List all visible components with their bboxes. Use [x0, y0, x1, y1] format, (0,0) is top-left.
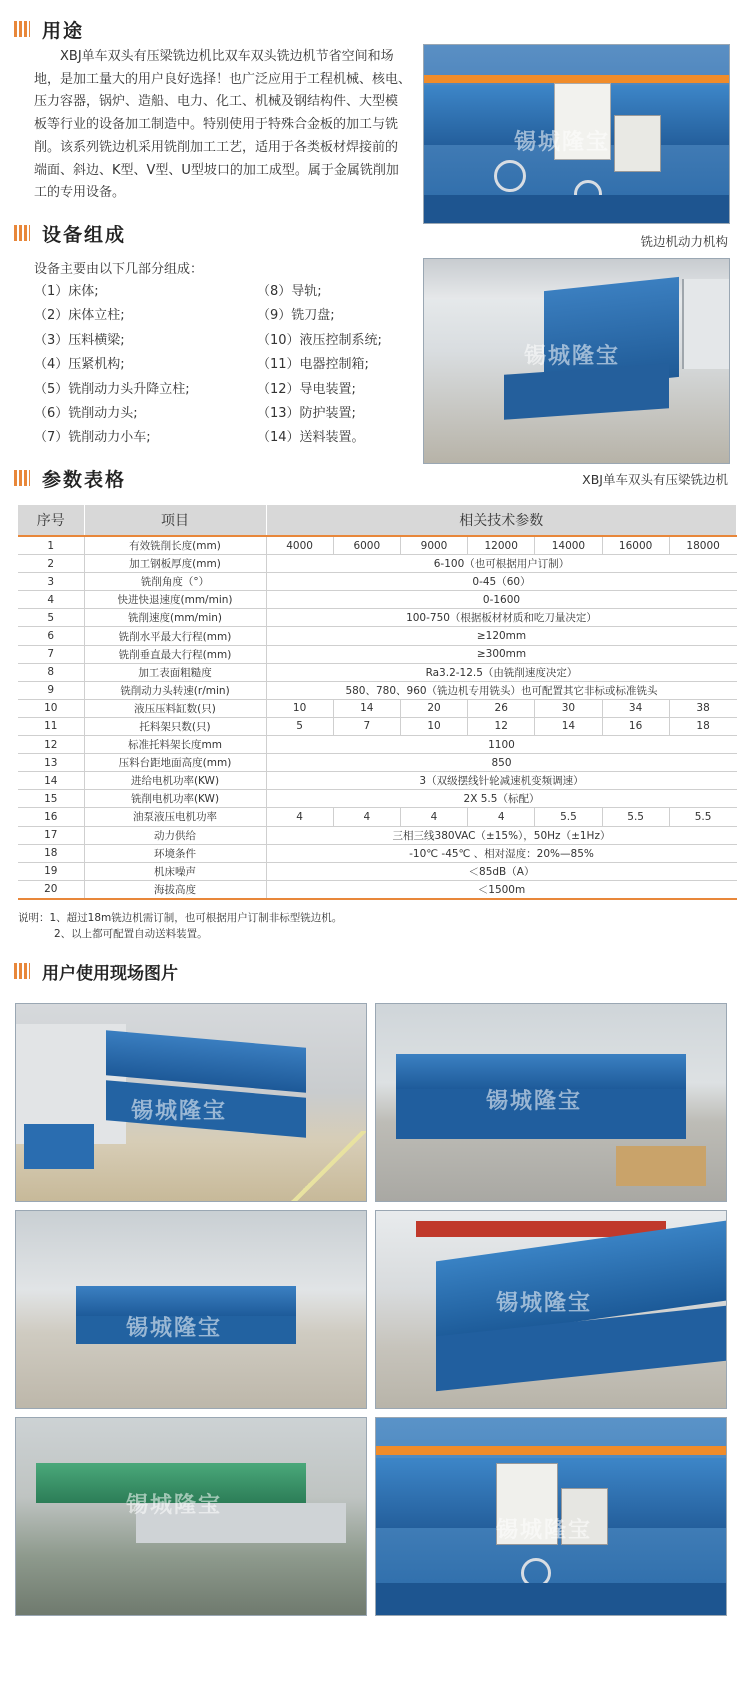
cell-value: 30 — [535, 699, 602, 717]
cell-value: 18000 — [669, 536, 736, 555]
parts-list-left — [34, 280, 190, 451]
table-header-row — [18, 505, 737, 536]
part-item: （1）床体; — [34, 284, 99, 299]
site-header — [14, 960, 178, 982]
watermark: 锡城隆宝 — [524, 344, 621, 369]
notes — [18, 910, 342, 942]
usage-line: 工的专用设备。 — [34, 185, 126, 201]
cell-number: 1 — [18, 536, 84, 555]
part-item: （10）液压控制系统; — [257, 332, 382, 348]
spec-table — [18, 505, 737, 900]
table-row — [18, 645, 737, 663]
part-item: （4）压紧机构; — [34, 357, 125, 373]
cell-value: 4 — [266, 808, 333, 826]
column-header: 序号 — [18, 505, 84, 536]
part-item: （2）床体立柱; — [34, 308, 125, 324]
table-row — [18, 790, 737, 808]
cell-value: 7 — [333, 717, 400, 735]
cell-number: 17 — [18, 826, 84, 844]
site-photo-1 — [15, 1003, 367, 1202]
part-item: （9）铣刀盘; — [257, 308, 335, 324]
cell-item: 铣削动力头转速(r/min) — [84, 681, 266, 699]
cell-value-span: 850 — [266, 754, 737, 772]
cell-number: 6 — [18, 627, 84, 645]
table-row — [18, 754, 737, 772]
cell-value: 34 — [602, 699, 669, 717]
params-header — [14, 467, 126, 489]
cell-item: 进给电机功率(KW) — [84, 772, 266, 790]
part-item: （5）铣削动力头升降立柱; — [34, 381, 190, 397]
note-line: 2、以上都可配置自动送料装置。 — [54, 928, 208, 940]
cell-item: 环境条件 — [84, 844, 266, 862]
cell-number: 20 — [18, 880, 84, 899]
cell-item: 油泵液压电机功率 — [84, 808, 266, 826]
cell-value-span: 1100 — [266, 736, 737, 754]
usage-line: 削。该系列铣边机采用铣削加工工艺，适用于各类板材焊接前的 — [34, 139, 399, 155]
cell-value: 26 — [468, 699, 535, 717]
cell-item: 动力供给 — [84, 826, 266, 844]
cell-value: 5.5 — [669, 808, 736, 826]
table-row — [18, 663, 737, 681]
cell-number: 4 — [18, 591, 84, 609]
cell-item: 海拔高度 — [84, 880, 266, 899]
cell-value: 9000 — [400, 536, 467, 555]
cell-value: 12000 — [468, 536, 535, 555]
part-item: （6）铣削动力头; — [34, 406, 138, 422]
cell-value-span: 0-45（60） — [266, 573, 737, 591]
watermark: 锡城隆宝 — [126, 1493, 223, 1518]
cell-value-span: 三相三线380VAC（±15%），50Hz（±1Hz） — [266, 826, 737, 844]
table-row — [18, 826, 737, 844]
usage-title: 用途 — [42, 19, 85, 42]
site-photo-3 — [15, 1210, 367, 1409]
table-row — [18, 736, 737, 754]
cell-value-span: 6-100（也可根据用户订制） — [266, 555, 737, 573]
site-title: 用户使用现场图片 — [42, 963, 178, 984]
composition-header — [14, 222, 126, 244]
part-item: （7）铣削动力小车; — [34, 430, 151, 446]
section-stripes-icon — [14, 21, 30, 37]
cell-number: 3 — [18, 573, 84, 591]
cell-number: 15 — [18, 790, 84, 808]
cell-value-span: -10℃ -45℃ 、相对湿度：20%—85% — [266, 844, 737, 862]
cell-value: 38 — [669, 699, 736, 717]
cell-item: 加工钢板厚度(mm) — [84, 555, 266, 573]
cell-value-span: 3（双级摆线针轮减速机变频调速） — [266, 772, 737, 790]
cell-number: 12 — [18, 736, 84, 754]
usage-line: 地，是加工量大的用户良好选择！也广泛应用于工程机械、核电、 — [34, 71, 412, 87]
cell-item: 机床噪声 — [84, 862, 266, 880]
cell-value: 10 — [400, 717, 467, 735]
cell-value-span: ≥120mm — [266, 627, 737, 645]
part-item: （3）压料横梁; — [34, 332, 125, 348]
cell-value-span: ＜85dB（A） — [266, 862, 737, 880]
cell-value: 14 — [333, 699, 400, 717]
cell-item: 铣削水平最大行程(mm) — [84, 627, 266, 645]
cell-value: 16000 — [602, 536, 669, 555]
watermark: 锡城隆宝 — [131, 1099, 228, 1124]
composition-intro: 设备主要由以下几部分组成： — [34, 262, 204, 277]
cell-number: 16 — [18, 808, 84, 826]
usage-line: 端面、斜边、K型、V型、U型坡口的加工成型。属于金属铣削加 — [34, 162, 399, 178]
part-item: （12）导电装置; — [257, 381, 356, 397]
table-row — [18, 555, 737, 573]
photo-xbj-machine — [423, 258, 730, 464]
cell-value: 18 — [669, 717, 736, 735]
cell-value: 4000 — [266, 536, 333, 555]
cell-value-span: 2X 5.5（标配） — [266, 790, 737, 808]
part-item: （14）送料装置。 — [257, 430, 365, 446]
cell-value: 5 — [266, 717, 333, 735]
cell-item: 标准托料架长度mm — [84, 736, 266, 754]
cell-number: 10 — [18, 699, 84, 717]
cell-item: 液压压料缸数(只) — [84, 699, 266, 717]
part-item: （13）防护装置; — [257, 406, 356, 422]
site-photo-6 — [375, 1417, 727, 1616]
watermark: 锡城隆宝 — [496, 1291, 593, 1316]
table-row — [18, 609, 737, 627]
cell-value: 4 — [333, 808, 400, 826]
cell-number: 13 — [18, 754, 84, 772]
cell-value: 4 — [468, 808, 535, 826]
params-title: 参数表格 — [42, 468, 127, 491]
table-row — [18, 573, 737, 591]
table-row — [18, 699, 737, 717]
photo-power-mechanism — [423, 44, 730, 224]
cell-value: 5.5 — [602, 808, 669, 826]
table-row — [18, 808, 737, 826]
table-row — [18, 681, 737, 699]
table-row — [18, 772, 737, 790]
watermark: 锡城隆宝 — [126, 1316, 223, 1341]
cell-value: 10 — [266, 699, 333, 717]
usage-header — [14, 18, 84, 40]
cell-item: 铣削电机功率(KW) — [84, 790, 266, 808]
cell-number: 18 — [18, 844, 84, 862]
cell-number: 19 — [18, 862, 84, 880]
usage-paragraph — [34, 46, 414, 205]
cell-number: 2 — [18, 555, 84, 573]
column-header: 项目 — [84, 505, 266, 536]
caption-xbj-machine: XBJ单车双头有压梁铣边机 — [582, 472, 728, 487]
part-item: （11）电器控制箱; — [257, 357, 369, 373]
caption-power-mechanism: 铣边机动力机构 — [640, 234, 728, 249]
usage-line: XBJ单车双头有压梁铣边机比双车双头铣边机节省空间和场 — [60, 49, 394, 64]
cell-item: 铣削角度（°） — [84, 573, 266, 591]
cell-item: 快进快退速度(mm/min) — [84, 591, 266, 609]
column-header: 相关技术参数 — [266, 505, 737, 536]
section-stripes-icon — [14, 225, 30, 241]
cell-number: 7 — [18, 645, 84, 663]
cell-value-span: 580、780、960（铣边机专用铣头）也可配置其它非标或标准铣头 — [266, 681, 737, 699]
cell-item: 压料台距地面高度(mm) — [84, 754, 266, 772]
table-row — [18, 880, 737, 899]
usage-line: 压力容器，锅炉、造船、电力、化工、机械及钢结构件、大型模 — [34, 94, 399, 110]
watermark: 锡城隆宝 — [496, 1518, 593, 1543]
watermark: 锡城隆宝 — [514, 130, 611, 155]
cell-value: 16 — [602, 717, 669, 735]
cell-value-span: Ra3.2-12.5（由铣削速度决定） — [266, 663, 737, 681]
table-row — [18, 627, 737, 645]
table-row — [18, 844, 737, 862]
spec-table-body — [18, 536, 737, 899]
cell-value: 14000 — [535, 536, 602, 555]
table-row — [18, 862, 737, 880]
parts-list-right — [257, 280, 382, 451]
table-row — [18, 536, 737, 555]
section-stripes-icon — [14, 470, 30, 486]
site-photo-4 — [375, 1210, 727, 1409]
cell-value: 20 — [400, 699, 467, 717]
cell-value: 5.5 — [535, 808, 602, 826]
usage-line: 板等行业的设备加工制造中。特别使用于特殊合金板的加工与铣 — [34, 117, 399, 133]
cell-value: 14 — [535, 717, 602, 735]
cell-value: 6000 — [333, 536, 400, 555]
cell-number: 14 — [18, 772, 84, 790]
cell-item: 铣削垂直最大行程(mm) — [84, 645, 266, 663]
site-photo-5 — [15, 1417, 367, 1616]
cell-item: 有效铣削长度(mm) — [84, 536, 266, 555]
cell-number: 5 — [18, 609, 84, 627]
cell-item: 铣削速度(mm/min) — [84, 609, 266, 627]
cell-item: 加工表面粗糙度 — [84, 663, 266, 681]
cell-number: 8 — [18, 663, 84, 681]
cell-value-span: ＜1500m — [266, 880, 737, 899]
note-line: 说明：1、超过18m铣边机需订制，也可根据用户订制非标型铣边机。 — [18, 912, 343, 924]
cell-value-span: ≥300mm — [266, 645, 737, 663]
cell-number: 11 — [18, 717, 84, 735]
cell-value-span: 100-750（根据板材材质和吃刀量决定） — [266, 609, 737, 627]
table-row — [18, 591, 737, 609]
composition-title: 设备组成 — [42, 223, 127, 246]
site-photo-2 — [375, 1003, 727, 1202]
table-row — [18, 717, 737, 735]
cell-value-span: 0-1600 — [266, 591, 737, 609]
watermark: 锡城隆宝 — [486, 1089, 583, 1114]
cell-number: 9 — [18, 681, 84, 699]
part-item: （8）导轨; — [257, 284, 322, 299]
section-stripes-icon — [14, 963, 30, 979]
cell-value: 12 — [468, 717, 535, 735]
cell-item: 托料架只数(只) — [84, 717, 266, 735]
cell-value: 4 — [400, 808, 467, 826]
